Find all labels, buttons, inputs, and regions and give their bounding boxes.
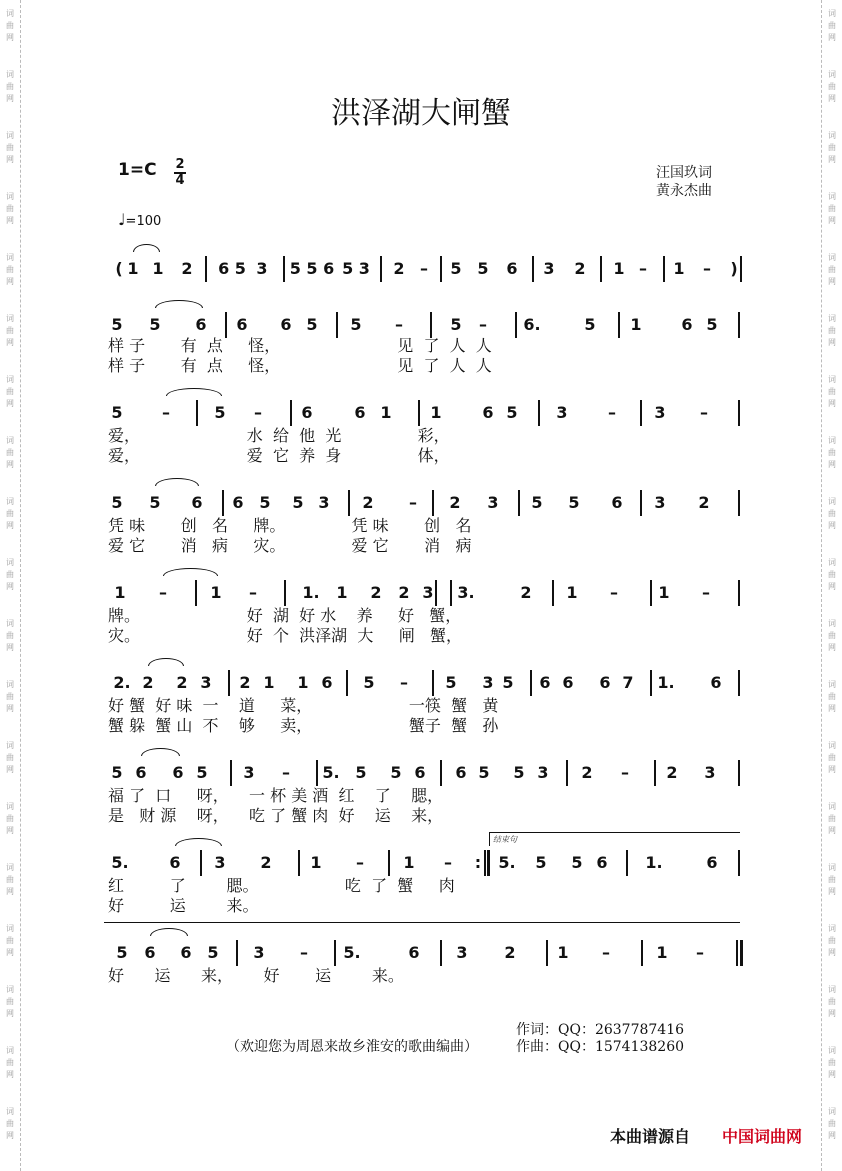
bar-line xyxy=(640,400,642,426)
lyric-line: 爱 它 消 病 灾。 爱 它 消 病 xyxy=(108,536,472,555)
score-note: 5 xyxy=(111,763,123,782)
score-note: – xyxy=(162,403,170,422)
bar-line xyxy=(380,256,382,282)
bar-line xyxy=(740,256,742,282)
score-note: – xyxy=(395,315,403,334)
score-note: 2 xyxy=(698,493,710,512)
score-note: 3 xyxy=(214,853,226,872)
watermark-text: 词 曲 网 xyxy=(6,9,14,42)
bar-line xyxy=(650,580,652,606)
end-phrase-marker: 结束句 xyxy=(489,832,740,846)
bar-line xyxy=(626,850,628,876)
score-note: 1. xyxy=(302,583,320,602)
bar-line xyxy=(738,312,740,338)
score-note: – xyxy=(621,763,629,782)
lyric-line: 爱， 水 给 他 光 彩， xyxy=(108,426,450,445)
bar-line xyxy=(641,940,643,966)
bar-line xyxy=(538,400,540,426)
watermark-text: 词 曲 网 xyxy=(828,863,836,896)
watermark-text: 词 曲 网 xyxy=(828,436,836,469)
watermark-text: 词 曲 网 xyxy=(6,741,14,774)
score-note: 7 xyxy=(622,673,634,692)
watermark-text: 词 曲 网 xyxy=(828,70,836,103)
watermark-text: 词 曲 网 xyxy=(6,375,14,408)
watermark-text: 词 曲 网 xyxy=(828,314,836,347)
score-note: 5 xyxy=(450,315,462,334)
score-note: 6 5 xyxy=(218,259,246,278)
watermark-text: 词 曲 网 xyxy=(828,1107,836,1140)
score-note: 5 xyxy=(306,315,318,334)
score-note: 5 xyxy=(568,493,580,512)
score-note: ) xyxy=(730,259,738,278)
watermark-text: 词 曲 网 xyxy=(828,9,836,42)
score-note: 5 xyxy=(535,853,547,872)
score-note: 5 xyxy=(363,673,375,692)
watermark-text: 词 曲 网 xyxy=(6,1107,14,1140)
watermark-text: 词 曲 网 xyxy=(828,558,836,591)
score-note: 3 xyxy=(704,763,716,782)
score-note: – xyxy=(249,583,257,602)
score-note: 5 xyxy=(477,259,489,278)
score-note: – xyxy=(602,943,610,962)
score-note: 1 xyxy=(673,259,685,278)
watermark-text: 词 曲 网 xyxy=(828,253,836,286)
score-note: 5 xyxy=(149,315,161,334)
score-note: 6 xyxy=(180,943,192,962)
score-note: 2 xyxy=(504,943,516,962)
score-note: 5 xyxy=(445,673,457,692)
score-note: 5 3 xyxy=(342,259,370,278)
watermark-text: 词 曲 网 xyxy=(6,619,14,652)
score-note: – xyxy=(282,763,290,782)
score-note: 3 xyxy=(318,493,330,512)
watermark-text: 词 曲 网 xyxy=(6,558,14,591)
song-title: 洪泽湖大闸蟹 xyxy=(331,96,511,131)
score-note: 2 xyxy=(260,853,272,872)
score-note: 5 xyxy=(531,493,543,512)
watermark-text: 词 曲 网 xyxy=(6,253,14,286)
score-note: 2 xyxy=(666,763,678,782)
lyricist-credit: 汪国玖词 xyxy=(656,165,712,181)
score-note: 1 xyxy=(152,259,164,278)
quarter-note-icon: ♩ xyxy=(118,210,126,229)
score-note: 2 xyxy=(370,583,382,602)
score-note: 5 xyxy=(502,673,514,692)
bar-line xyxy=(530,670,532,696)
score-note: 2 xyxy=(574,259,586,278)
bar-line xyxy=(738,760,740,786)
slur xyxy=(155,300,203,308)
tempo-marking xyxy=(118,210,161,229)
score-note: 5 5 6 xyxy=(289,259,335,278)
bar-line xyxy=(518,490,520,516)
score-note: 3 xyxy=(200,673,212,692)
score-note: 3. xyxy=(457,583,475,602)
watermark-text: 词 曲 网 xyxy=(6,863,14,896)
slur xyxy=(166,388,222,396)
score-note: 5 xyxy=(292,493,304,512)
slur xyxy=(141,748,180,756)
score-note: 6 xyxy=(280,315,292,334)
score-note: – xyxy=(700,403,708,422)
score-note: 2 xyxy=(176,673,188,692)
score-note: 6 xyxy=(611,493,623,512)
score-note: 3 xyxy=(556,403,568,422)
watermark-text: 词 曲 网 xyxy=(828,619,836,652)
time-signature-top: 2 xyxy=(175,157,185,172)
left-watermark-strip xyxy=(0,0,21,1171)
score-note: 5 xyxy=(390,763,402,782)
bar-line xyxy=(650,670,652,696)
bar-line xyxy=(205,256,207,282)
watermark-text: 词 曲 网 xyxy=(828,1046,836,1079)
score-note: – xyxy=(420,259,428,278)
score-note: 6 xyxy=(321,673,333,692)
score-note: 1 xyxy=(336,583,348,602)
watermark-text: 词 曲 网 xyxy=(828,802,836,835)
score-note: 5 xyxy=(111,493,123,512)
score-note: 5 xyxy=(584,315,596,334)
watermark-text: 词 曲 网 xyxy=(6,314,14,347)
score-note: 6 xyxy=(681,315,693,334)
score-note: 6 xyxy=(135,763,147,782)
score-note: 6 xyxy=(414,763,426,782)
score-note: 6 xyxy=(482,403,494,422)
score-note: 5 xyxy=(571,853,583,872)
score-note: 5 xyxy=(506,403,518,422)
watermark-text: 词 曲 网 xyxy=(828,741,836,774)
lyric-line: 福 了 口 呀， 一 杯 美 酒 红 了 腮， xyxy=(108,786,444,805)
score-note: – xyxy=(159,583,167,602)
score-note: 1 xyxy=(263,673,275,692)
score-note: – xyxy=(703,259,711,278)
lyric-line: 样 子 有 点 怪， 见 了 人 人 xyxy=(108,336,492,355)
score-note: 5 xyxy=(513,763,525,782)
score-note: 3 xyxy=(253,943,265,962)
score-note: – xyxy=(300,943,308,962)
key-signature: 1=C xyxy=(118,160,157,180)
score-note: 1 xyxy=(297,673,309,692)
watermark-text: 词 曲 网 xyxy=(828,375,836,408)
source-label: 本曲谱源自 xyxy=(610,1127,691,1146)
bar-line xyxy=(738,670,740,696)
score-note: 3 xyxy=(654,403,666,422)
score-note: 5 xyxy=(350,315,362,334)
score-note: 1 xyxy=(310,853,322,872)
score-note: 6 xyxy=(301,403,313,422)
score-note: 5 xyxy=(149,493,161,512)
score-note: 1 xyxy=(613,259,625,278)
watermark-text: 词 曲 网 xyxy=(6,70,14,103)
score-note: 2 xyxy=(362,493,374,512)
score-note: 6 xyxy=(706,853,718,872)
score-note: 5. xyxy=(498,853,516,872)
score-note: 6 xyxy=(354,403,366,422)
slur xyxy=(133,244,160,252)
score-note: 3 xyxy=(537,763,549,782)
score-note: – xyxy=(610,583,618,602)
score-note: ( xyxy=(115,259,123,278)
score-note: 6. xyxy=(523,315,541,334)
bar-line xyxy=(546,940,548,966)
score-note: 2 xyxy=(520,583,532,602)
bar-line xyxy=(738,490,740,516)
lyric-line: 红 了 腮。 吃 了 蟹 肉 xyxy=(108,876,455,895)
bar-line xyxy=(618,312,620,338)
bar-line xyxy=(440,940,442,966)
lyric-line: 爱， 爱 它 养 身 体， xyxy=(108,446,450,465)
bar-line xyxy=(440,256,442,282)
lyric-line: 灾。 好 个 洪泽湖 大 闸 蟹， xyxy=(108,626,463,645)
bar-line xyxy=(600,256,602,282)
bar-line xyxy=(738,580,740,606)
score-note: 2 xyxy=(449,493,461,512)
score-note: 6 xyxy=(506,259,518,278)
score-note: – xyxy=(608,403,616,422)
score-note: 5 xyxy=(207,943,219,962)
score-note: 6 xyxy=(408,943,420,962)
composer-credit: 黄永杰曲 xyxy=(656,183,712,199)
score-note: 1 xyxy=(127,259,139,278)
score-note: 6 xyxy=(172,763,184,782)
score-note: 5 xyxy=(116,943,128,962)
score-note: 5 xyxy=(450,259,462,278)
slur xyxy=(148,658,184,666)
lyric-line: 样 子 有 点 怪， 见 了 人 人 xyxy=(108,356,492,375)
score-note: : xyxy=(474,853,482,872)
score-note: 5. xyxy=(111,853,129,872)
lyric-line: 是 财 源 呀， 吃 了 蟹 肉 好 运 来， xyxy=(108,806,444,825)
score-note: 1 xyxy=(403,853,415,872)
score-note: 6 xyxy=(236,315,248,334)
score-note: 6 xyxy=(169,853,181,872)
score-note: 1 xyxy=(114,583,126,602)
watermark-text: 词 曲 网 xyxy=(6,924,14,957)
score-note: 6 xyxy=(195,315,207,334)
score-note: 3 xyxy=(456,943,468,962)
watermark-text: 词 曲 网 xyxy=(828,680,836,713)
score-note: 6 xyxy=(455,763,467,782)
score-note: 5 xyxy=(706,315,718,334)
score-note: 6 xyxy=(562,673,574,692)
slur xyxy=(163,568,218,576)
score-note: 5 xyxy=(478,763,490,782)
bar-line xyxy=(640,490,642,516)
score-note: 6 xyxy=(599,673,611,692)
watermark-text: 词 曲 网 xyxy=(828,131,836,164)
score-note: 6 xyxy=(596,853,608,872)
score-note: 5 xyxy=(111,315,123,334)
score-note: – xyxy=(356,853,364,872)
right-watermark-strip xyxy=(821,0,842,1171)
score-note: 5 xyxy=(111,403,123,422)
lyricist-contact: 作词：QQ：2637787416 xyxy=(516,1022,685,1038)
score-note: – xyxy=(702,583,710,602)
bar-line xyxy=(484,850,486,876)
score-note: 5 xyxy=(196,763,208,782)
watermark-text: 词 曲 网 xyxy=(6,131,14,164)
score-note: 2 xyxy=(181,259,193,278)
watermark-text: 词 曲 网 xyxy=(6,436,14,469)
watermark-text: 词 曲 网 xyxy=(828,497,836,530)
watermark-text: 词 曲 网 xyxy=(6,1046,14,1079)
score-note: 3 xyxy=(543,259,555,278)
score-note: 5 xyxy=(355,763,367,782)
score-note: 1 xyxy=(656,943,668,962)
score-note: 1 xyxy=(566,583,578,602)
bar-line xyxy=(566,760,568,786)
score-note: 3 xyxy=(243,763,255,782)
bar-line xyxy=(532,256,534,282)
slur xyxy=(175,838,222,846)
watermark-text: 词 曲 网 xyxy=(6,497,14,530)
score-note: 3 xyxy=(256,259,268,278)
bar-line xyxy=(663,256,665,282)
bar-line xyxy=(738,400,740,426)
score-note: 1. xyxy=(657,673,675,692)
score-note: 3 xyxy=(482,673,494,692)
score-note: – xyxy=(254,403,262,422)
score-note: 1 xyxy=(430,403,442,422)
score-note: 2 xyxy=(398,583,410,602)
lyric-line: 蟹 躲 蟹 山 不 够 卖， 蟹子 蟹 孙 xyxy=(108,716,499,735)
score-note: 6 xyxy=(144,943,156,962)
score-note: 6 xyxy=(539,673,551,692)
watermark-text: 词 曲 网 xyxy=(6,802,14,835)
score-note: 1 xyxy=(557,943,569,962)
score-note: 1 xyxy=(210,583,222,602)
score-note: 3 xyxy=(654,493,666,512)
score-note: 1 xyxy=(658,583,670,602)
score-note: 1. xyxy=(645,853,663,872)
slur xyxy=(155,478,199,486)
time-signature-bottom: 4 xyxy=(175,172,185,188)
watermark-text: 词 曲 网 xyxy=(828,192,836,225)
score-note: 5. xyxy=(322,763,340,782)
score-note: 3 xyxy=(487,493,499,512)
watermark-text: 词 曲 网 xyxy=(828,985,836,1018)
score-note: 6 xyxy=(232,493,244,512)
score-note: 2. xyxy=(113,673,131,692)
watermark-text: 词 曲 网 xyxy=(6,680,14,713)
bar-line xyxy=(283,256,285,282)
bar-line xyxy=(552,580,554,606)
score-note: 3 xyxy=(422,583,434,602)
score-note: – xyxy=(400,673,408,692)
lyric-line: 牌。 好 湖 好 水 养 好 蟹， xyxy=(108,606,462,625)
composer-contact: 作曲：QQ：1574138260 xyxy=(516,1039,685,1055)
score-note: 2 xyxy=(142,673,154,692)
score-note: 6 xyxy=(710,673,722,692)
score-note: – xyxy=(444,853,452,872)
watermark-text: 词 曲 网 xyxy=(6,192,14,225)
score-note: 2 xyxy=(239,673,251,692)
score-note: – xyxy=(696,943,704,962)
source-site-link[interactable]: 中国词曲网 xyxy=(722,1127,803,1146)
score-note: 5 xyxy=(214,403,226,422)
lyric-line: 好 运 来， 好 运 来。 xyxy=(108,966,404,985)
tempo-value: =100 xyxy=(125,214,162,229)
watermark-text: 词 曲 网 xyxy=(828,924,836,957)
bar-line xyxy=(654,760,656,786)
score-note: – xyxy=(479,315,487,334)
time-signature xyxy=(174,158,186,188)
bar-line xyxy=(738,850,740,876)
bar-line xyxy=(740,940,743,966)
slur xyxy=(150,928,188,936)
lyric-line: 凭 味 创 名 牌。 凭 味 创 名 xyxy=(108,516,472,535)
lyric-line: 好 蟹 好 味 一 道 菜， 一筷 蟹 黄 xyxy=(108,696,499,715)
score-note: – xyxy=(639,259,647,278)
score-note: 2 xyxy=(393,259,405,278)
bar-line xyxy=(487,850,490,876)
bar-line xyxy=(736,940,738,966)
welcome-note: （欢迎您为周恩来故乡淮安的歌曲编曲） xyxy=(226,1039,478,1055)
bar-line xyxy=(515,312,517,338)
score-note: 5 xyxy=(259,493,271,512)
score-note: 5. xyxy=(343,943,361,962)
watermark-text: 词 曲 网 xyxy=(6,985,14,1018)
score-note: 1 xyxy=(630,315,642,334)
score-note: 2 xyxy=(581,763,593,782)
score-note: – xyxy=(409,493,417,512)
score-note: 1 xyxy=(380,403,392,422)
system-line xyxy=(104,922,740,923)
lyric-line: 好 运 来。 xyxy=(108,896,259,915)
score-note: 6 xyxy=(191,493,203,512)
